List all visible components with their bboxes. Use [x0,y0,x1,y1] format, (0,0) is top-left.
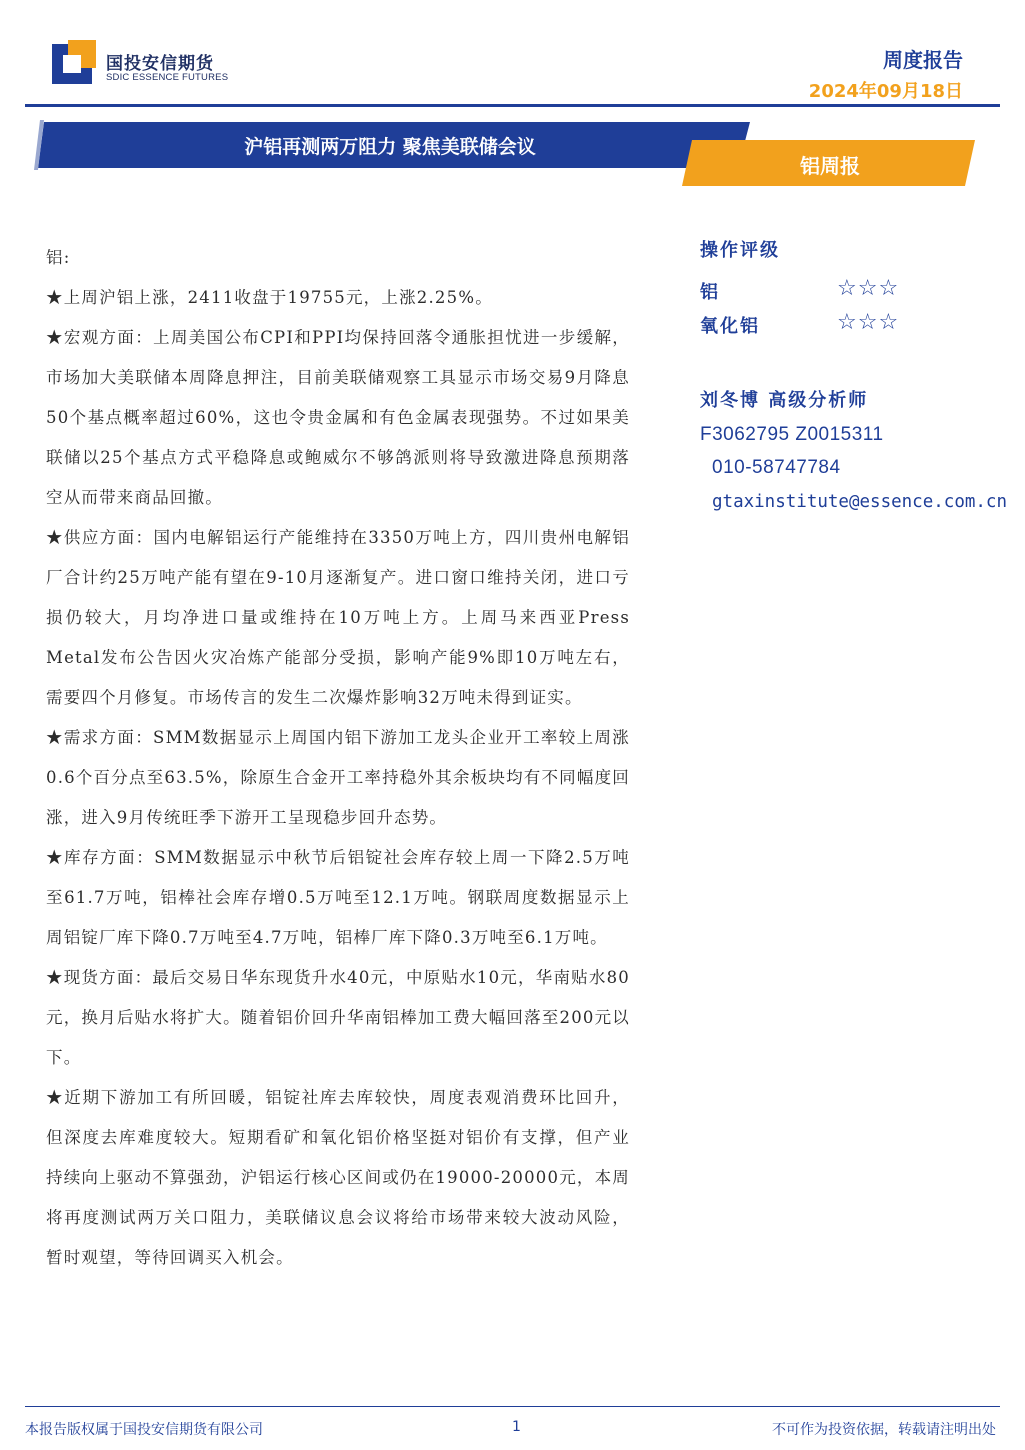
rating-label: 氧化铝 [700,316,760,337]
footer-divider [25,1406,1000,1407]
header-divider [25,104,1000,107]
report-category-tag: 铝周报 [800,154,860,178]
report-body [46,238,630,1278]
company-logo [52,40,242,90]
paragraph-supply: ★供应方面：国内电解铝运行产能维持在3350万吨上方，四川贵州电解铝厂合计约25万吨产能有望在9-10月逐渐复产。进口窗口维持关闭，进口亏损仍较大，月均净进口量或维持在10万吨上方。上周马来西亚Press Metal发布公告因火灾冶炼产能部分受损，影响产能9%即10万吨左右，需要四个月修复。市场传言的发生二次爆炸影响32万吨未得到证实。 [46,528,630,707]
paragraph-spot: ★现货方面：最后交易日华东现货升水40元，中原贴水10元，华南贴水80元，换月后贴水将扩大。随着铝价回升华南铝棒加工费大幅回落至200元以下。 [46,968,630,1067]
analyst-certificates: F3062795 Z0015311 [700,424,884,445]
paragraph-inventory: ★库存方面：SMM数据显示中秋节后铝锭社会库存较上周一下降2.5万吨至61.7万吨，铝棒社会库存增0.5万吨至12.1万吨。钢联周度数据显示上周铝锭厂库下降0.7万吨至4.7万吨，铝棒厂库下降0.3万吨至6.1万吨。 [46,848,630,947]
page-number: 1 [512,1419,521,1435]
logo-english-name: SDIC ESSENCE FUTURES [106,72,229,83]
rating-row-aluminum [700,278,1025,312]
rating-heading: 操作评级 [700,240,780,261]
paragraph-demand: ★需求方面：SMM数据显示上周国内铝下游加工龙头企业开工率较上周涨0.6个百分点至63.5%，除原生合金开工率持稳外其余板块均有不同幅度回涨，进入9月传统旺季下游开工呈现稳步回升态势。 [46,728,630,827]
paragraph-weekly-summary: ★上周沪铝上涨，2411收盘于19755元，上涨2.25%。 [46,288,493,307]
logo-chinese-name: 国投安信期货 [106,54,214,74]
analyst-email-link[interactable]: gtaxinstitute@essence.com.cn [712,492,1008,512]
section-intro: 铝: [46,248,71,267]
sidebar [700,236,1025,512]
analyst-phone: 010-58747784 [712,457,841,478]
report-date: 2024年09月18日 [808,81,963,102]
star-rating-icon: ☆☆☆ [837,276,900,301]
paragraph-outlook: ★近期下游加工有所回暖，铝锭社库去库较快，周度表观消费环比回升，但深度去库难度较大。短期看矿和氧化铝价格坚挺对铝价有支撑，但产业持续向上驱动不算强劲，沪铝运行核心区间或仍在19000-20000元，本周将再度测试两万关口阻力，美联储议息会议将给市场带来较大波动风险，暂时观望，等待回调买入机会。 [46,1088,630,1267]
rating-row-alumina [700,312,1025,346]
report-type: 周度报告 [883,48,963,72]
logo-mark-icon [52,40,96,84]
footer-copyright: 本报告版权属于国投安信期货有限公司 [25,1422,263,1438]
star-rating-icon: ☆☆☆ [837,310,900,335]
rating-label: 铝 [700,282,720,303]
analyst-name: 刘冬博 高级分析师 [700,390,869,411]
report-title: 沪铝再测两万阻力 聚焦美联储会议 [244,136,536,158]
footer-disclaimer: 不可作为投资依据，转载请注明出处 [772,1422,996,1438]
paragraph-macro: ★宏观方面：上周美国公布CPI和PPI均保持回落令通胀担忧进一步缓解，市场加大美联储本周降息押注，目前美联储观察工具显示市场交易9月降息50个基点概率超过60%，这也令贵金属和有色金属表现强势。不过如果美联储以25个基点方式平稳降息或鲍威尔不够鸽派则将导致激进降息预期落空从而带来商品回撤。 [46,328,630,507]
